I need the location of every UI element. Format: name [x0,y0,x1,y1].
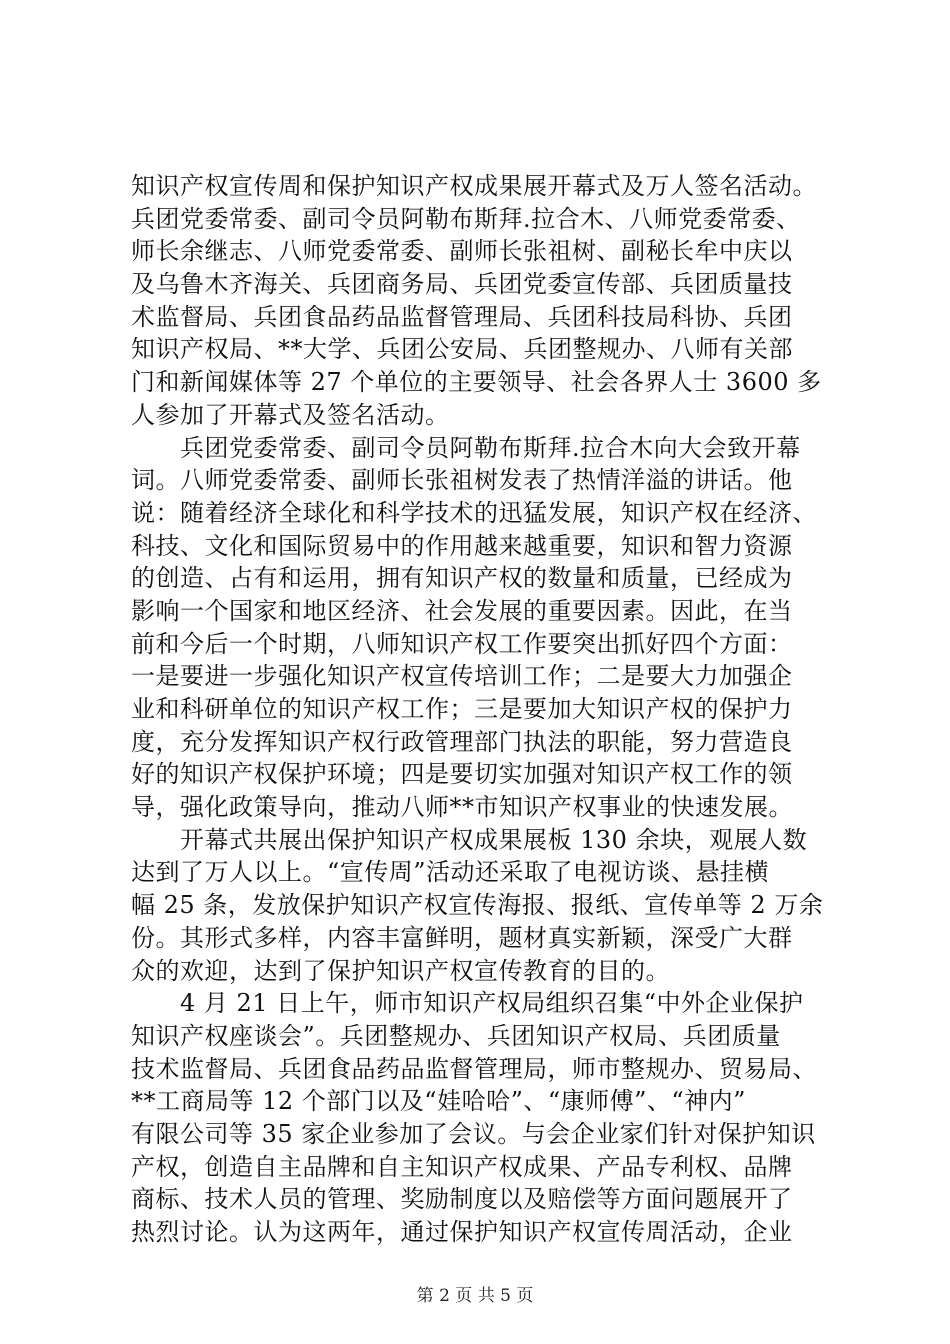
text-line: 知识产权座谈会”。兵团整规办、兵团知识产权局、兵团质量 [131,1021,781,1050]
text-line: 一是要进一步强化知识产权宣传培训工作；二是要大力加强企 [131,662,793,691]
text-line: 说：随着经济全球化和科学技术的迅猛发展，知识产权在经济、 [131,498,817,527]
text-line: 术监督局、兵团食品药品监督管理局、兵团科技局科协、兵团 [131,302,793,331]
text-line: 词。八师党委常委、副师长张祖树发表了热情洋溢的讲话。他 [131,466,793,495]
text-line: 商标、技术人员的管理、奖励制度以及赔偿等方面问题展开了 [131,1185,793,1214]
page-footer: 第 2 页 共 5 页 [416,1286,534,1306]
text-line: 4 月 21 日上午，师市知识产权局组织召集“中外企业保护 [131,989,804,1018]
text-line: 幅 25 条，发放保护知识产权宣传海报、报纸、宣传单等 2 万余 [131,891,824,920]
text-line: 业和科研单位的知识产权工作；三是要加大知识产权的保护力 [131,695,793,723]
text-line: 的创造、占有和运用，拥有知识产权的数量和质量，已经成为 [131,564,793,593]
text-line: 知识产权宣传周和保护知识产权成果展开幕式及万人签名活动。 [131,172,817,200]
text-line: 有限公司等 35 家企业参加了会议。与会企业家们针对保护知识 [131,1119,816,1148]
text-line: 热烈讨论。认为这两年，通过保护知识产权宣传周活动，企业 [131,1218,793,1246]
text-line: 兵团党委常委、副司令员阿勒布斯拜.拉合木、八师党委常委、 [131,204,801,233]
text-line: 人参加了开幕式及签名活动。 [131,400,450,429]
document-body [131,170,831,1249]
text-line: 兵团党委常委、副司令员阿勒布斯拜.拉合木向大会致开幕 [131,433,801,462]
text-line: 达到了万人以上。“宣传周”活动还采取了电视访谈、悬挂横 [131,858,770,887]
text-line: 及乌鲁木齐海关、兵团商务局、兵团党委宣传部、兵团质量技 [131,270,793,299]
text-line: 知识产权局、**大学、兵团公安局、兵团整规办、八师有关部 [131,335,793,364]
text-line: 技术监督局、兵团食品药品监督管理局，师市整规办、贸易局、 [131,1054,817,1083]
text-line: 导，强化政策导向，推动八师**市知识产权事业的快速发展。 [131,793,793,822]
text-line: 前和今后一个时期，八师知识产权工作要突出抓好四个方面： [131,629,793,658]
text-line: 度，充分发挥知识产权行政管理部门执法的职能，努力营造良 [131,727,793,756]
text-line: **工商局等 12 个部门以及“娃哈哈”、“康师傅”、“神内” [131,1087,746,1116]
text-line: 师长余继志、八师党委常委、副师长张祖树、副秘长牟中庆以 [131,237,793,266]
text-line: 好的知识产权保护环境；四是要切实加强对知识产权工作的领 [131,760,793,789]
text-line: 科技、文化和国际贸易中的作用越来越重要，知识和智力资源 [131,531,793,560]
text-line: 产权，创造自主品牌和自主知识产权成果、产品专利权、品牌 [131,1152,793,1181]
text-line: 门和新闻媒体等 27 个单位的主要领导、社会各界人士 3600 多 [131,368,822,397]
text-line: 开幕式共展出保护知识产权成果展板 130 余块，观展人数 [131,825,808,854]
text-line: 份。其形式多样，内容丰富鲜明，题材真实新颖，深受广大群 [131,923,793,952]
text-line: 众的欢迎，达到了保护知识产权宣传教育的目的。 [131,956,670,985]
text-line: 影响一个国家和地区经济、社会发展的重要因素。因此，在当 [131,596,793,625]
